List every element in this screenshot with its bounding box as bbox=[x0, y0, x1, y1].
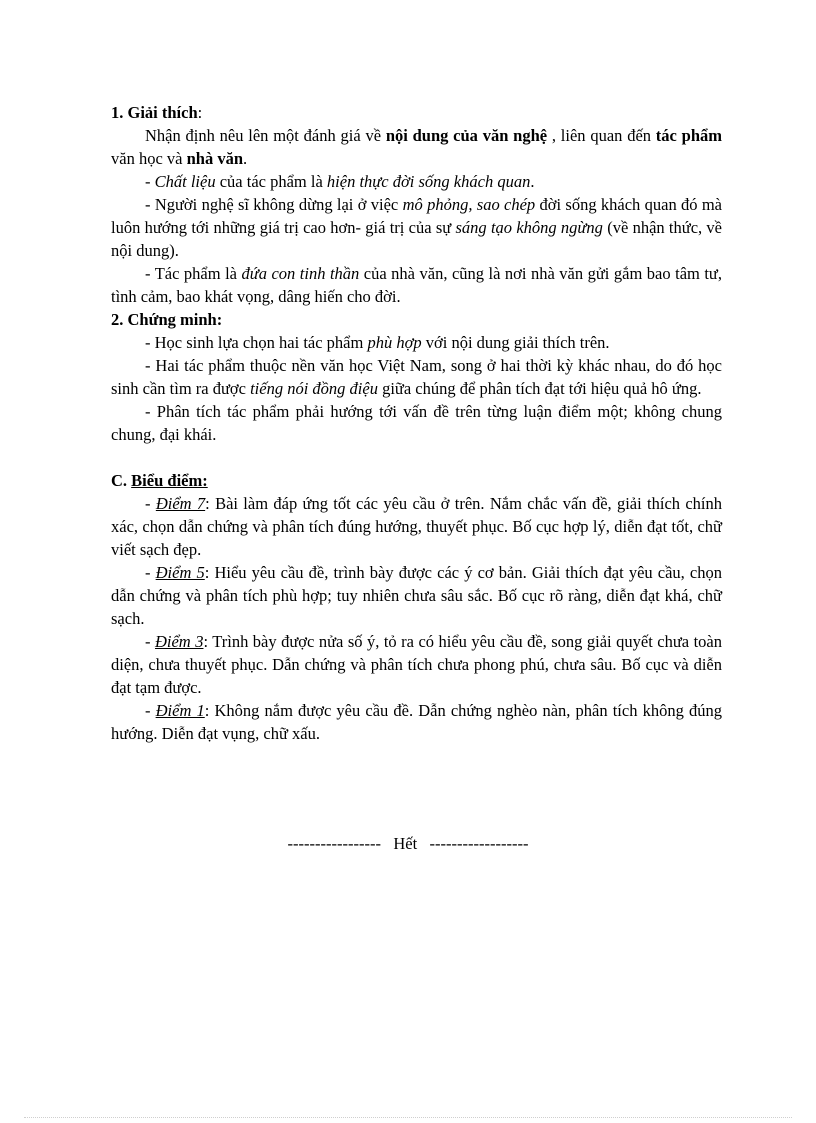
score-text: : Bài làm đáp ứng tốt các yêu cầu ở trên. Nắm chắc vấn đề, giải thích chính xác, chọn dẫn chứng và phân tích đúng hướng, thuyết phục. Bố cục hợp lý, diễn đạt tốt, chữ viết sạch đẹp. bbox=[111, 494, 723, 559]
score-text: : Hiểu yêu cầu đề, trình bày được các ý cơ bản. Giải thích đạt yêu cầu, chọn dẫn chứng và phân tích phù hợp; tuy nhiên chưa sâu sắc. Bố cục rõ ràng, diễn đạt khá, chữ sạch. bbox=[111, 563, 723, 628]
section-heading-giai-thich bbox=[111, 101, 722, 124]
text-run: , liên quan đến bbox=[547, 126, 656, 145]
score-item bbox=[111, 630, 722, 699]
paragraph bbox=[111, 170, 722, 193]
text-run: của tác phẩm là bbox=[215, 172, 327, 191]
text-run: giữa chúng để phân tích đạt tới hiệu quả hô ứng. bbox=[377, 379, 702, 398]
paragraph bbox=[111, 193, 722, 262]
text-run: . bbox=[530, 172, 535, 191]
text-run: (về nhận thức, về nội dung). bbox=[111, 218, 723, 260]
bold-text: tác phẩm bbox=[655, 126, 722, 145]
score-item bbox=[111, 699, 722, 745]
score-item bbox=[111, 561, 722, 630]
italic-text: tiếng nói đồng điệu bbox=[250, 379, 378, 398]
text-run: với nội dung giải thích trên. bbox=[421, 333, 610, 352]
score-text: : Không nắm được yêu cầu đề. Dẫn chứng nghèo nàn, phân tích không đúng hướng. Diễn đạt vụng, chữ xấu. bbox=[111, 701, 722, 743]
colon: : bbox=[197, 103, 203, 122]
text-run: - Phân tích tác phẩm phải hướng tới vấn đề trên từng luận điểm một; không chung chung, đại khái. bbox=[111, 402, 722, 444]
text-run: - Học sinh lựa chọn hai tác phẩm bbox=[145, 333, 368, 352]
text-run: . bbox=[243, 149, 248, 168]
section-prefix: C. bbox=[111, 471, 132, 490]
text-run: của nhà văn, cũng là nơi nhà văn gửi gắm bao tâm tư, tình cảm, bao khát vọng, dâng hiến cho đời. bbox=[111, 264, 722, 306]
text-run: đời sống khách quan đó mà luôn hướng tới những giá trị cao hơn- giá trị của sự bbox=[111, 195, 723, 237]
score-item bbox=[111, 492, 722, 561]
score-label: Điểm 1 bbox=[155, 701, 205, 720]
document-body bbox=[111, 101, 722, 745]
score-label: Điểm 3 bbox=[154, 632, 204, 651]
text-run: - bbox=[145, 494, 156, 513]
text-run: - Tác phẩm là bbox=[145, 264, 242, 283]
text-run: - bbox=[145, 563, 156, 582]
paragraph bbox=[111, 331, 722, 354]
section-title: Biểu điểm: bbox=[131, 471, 208, 490]
text-run: - bbox=[145, 632, 155, 651]
bold-text: nội dung của văn nghệ bbox=[385, 126, 548, 145]
paragraph bbox=[111, 400, 722, 446]
bold-text: nhà văn bbox=[186, 149, 244, 168]
text-run: - Người nghệ sĩ không dừng lại ở việc bbox=[145, 195, 403, 214]
page-bottom-divider bbox=[24, 1117, 792, 1118]
score-label: Điểm 5 bbox=[155, 563, 205, 582]
score-text: : Trình bày được nửa số ý, tỏ ra có hiểu yêu cầu đề, song giải quyết chưa toàn diện, chưa thuyết phục. Dẫn chứng và phân tích chưa phong phú, chưa sâu. Bố cục và diễn đạt tạm được. bbox=[111, 632, 722, 697]
section-heading-bieu-diem bbox=[111, 469, 722, 492]
text-run: Nhận định nêu lên một đánh giá về bbox=[145, 126, 386, 145]
paragraph bbox=[111, 262, 722, 308]
italic-text: đứa con tinh thần bbox=[241, 264, 360, 283]
section-title: 1. Giải thích bbox=[111, 103, 198, 122]
italic-text: sáng tạo không ngừng bbox=[455, 218, 603, 237]
score-label: Điểm 7 bbox=[155, 494, 206, 513]
text-run: - Hai tác phẩm thuộc nền văn học Việt Nam, song ở hai thời kỳ khác nhau, do đó học sinh cần tìm ra được bbox=[111, 356, 722, 398]
italic-text: hiện thực đời sống khách quan bbox=[326, 172, 531, 191]
text-run: - bbox=[145, 172, 155, 191]
italic-text: mô phỏng, sao chép bbox=[402, 195, 536, 214]
italic-text: Chất liệu bbox=[154, 172, 216, 191]
paragraph bbox=[111, 354, 722, 400]
end-marker: ----------------- Hết ------------------ bbox=[287, 834, 529, 853]
paragraph bbox=[111, 124, 722, 170]
text-run: - bbox=[145, 701, 156, 720]
italic-text: phù hợp bbox=[367, 333, 422, 352]
section-heading-chung-minh: 2. Chứng minh: bbox=[111, 310, 223, 329]
text-run: văn học và bbox=[111, 149, 187, 168]
